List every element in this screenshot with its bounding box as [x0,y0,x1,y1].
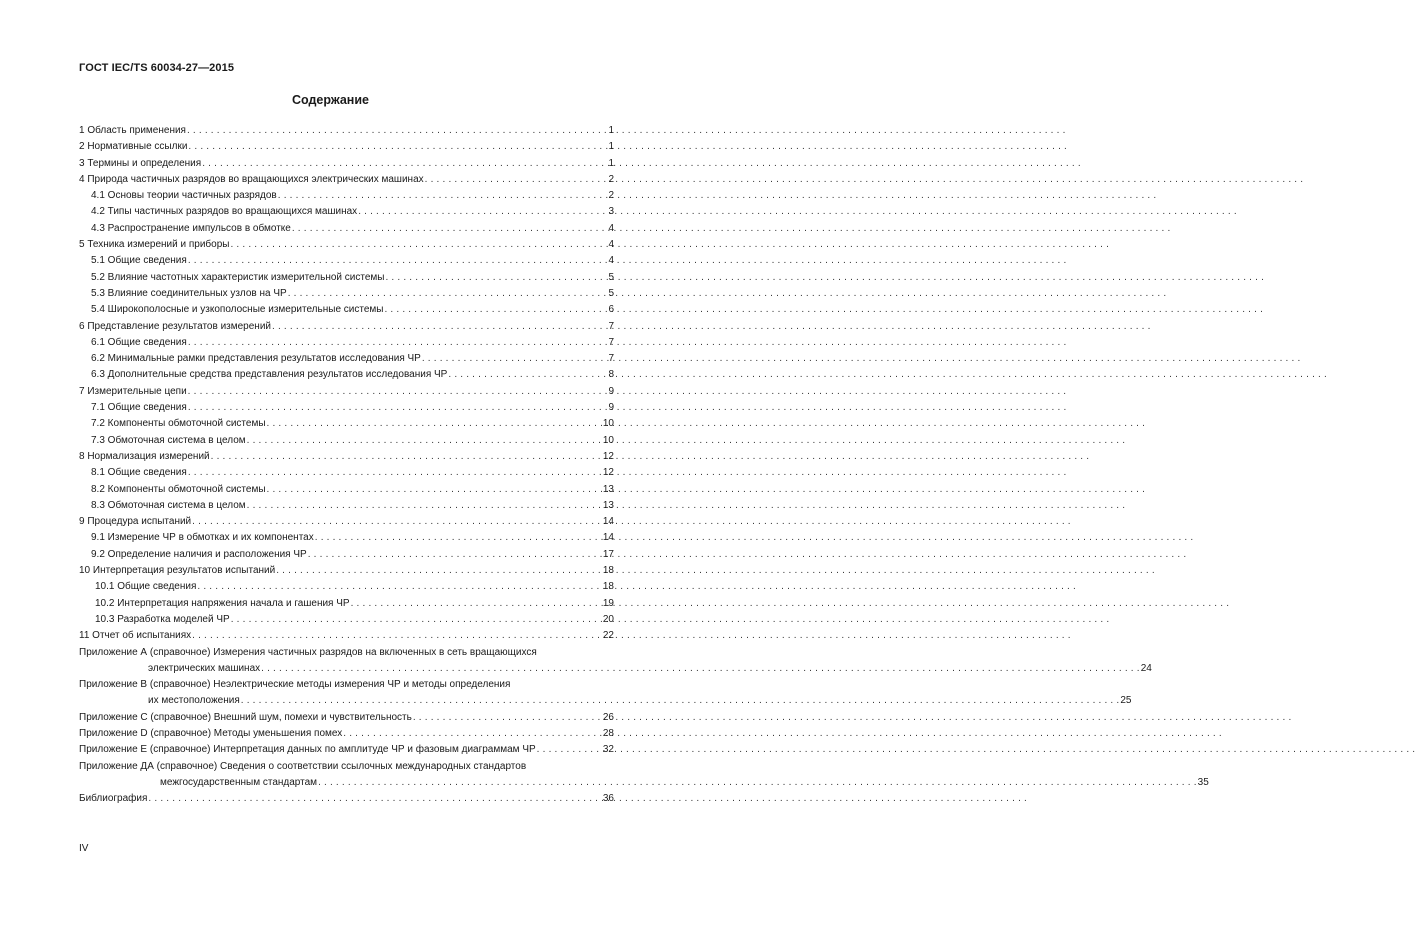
dot-leader [231,612,602,628]
toc-entry[interactable]: 7 Измерительные цепи . . . 9 [79,384,614,400]
toc-entry[interactable]: 5.4 Широкополосные и узкополосные измерительные системы . . . 6 [79,302,614,318]
toc-page-number: 7 [608,336,614,348]
toc-entry[interactable]: 1 Область применения . . . 1 [79,123,614,139]
toc-page-number: 9 [608,402,614,414]
toc-page-number: 10 [602,434,614,446]
dot-leader [188,335,608,351]
dot-leader [384,302,607,318]
toc-page-number: 8 [608,369,614,381]
toc-page-number: 14 [602,516,614,528]
dot-leader [230,237,607,253]
dot-leader [318,775,1197,791]
toc-entry[interactable]: 8.3 Обмоточная система в целом . . . 13 [79,498,614,514]
toc-page-number: 3 [608,206,614,218]
toc-entry[interactable]: 5.2 Влияние частотных характеристик измерительной системы . . . 5 [79,270,614,286]
toc-page-number: 5 [608,271,614,283]
toc-entry[interactable]: 7.3 Обмоточная система в целом . . . 10 [79,433,614,449]
toc-entry-appendix-e[interactable]: Приложение Е (справочное) Интерпретация данных по амплитуде ЧР и фазовым диаграммам ЧР . . . 32 [79,742,614,758]
toc-entry[interactable]: 10.3 Разработка моделей ЧР . . . 20 [79,612,614,628]
toc-entry[interactable]: 11 Отчет об испытаниях . . . 22 [79,628,614,644]
standard-code-header: ГОСТ IEC/TS 60034-27—2015 [79,62,235,74]
dot-leader [267,482,602,498]
dot-leader [211,449,602,465]
dot-leader [315,530,602,546]
dot-leader [188,465,602,481]
toc-page-number: 4 [608,239,614,251]
dot-leader [422,351,608,367]
dot-leader [351,596,602,612]
toc-page-number: 13 [602,499,614,511]
toc-page-number: 25 [1120,695,1132,707]
toc-page-number: 28 [602,727,614,739]
dot-leader [288,286,608,302]
toc-entry[interactable]: 6 Представление результатов измерений . . . 7 [79,319,614,335]
dot-leader [247,498,602,514]
toc-entry[interactable]: 9.1 Измерение ЧР в обмотках и их компонентах . . . 14 [79,530,614,546]
toc-page-number: 24 [1140,662,1152,674]
toc-entry[interactable]: 2 Нормативные ссылки . . . 1 [79,139,614,155]
toc-entry-appendix-b[interactable]: Приложение В (справочное) Неэлектрические методы измерения ЧР и методы определения их местоположения . . . 25 [79,677,614,710]
toc-entry[interactable]: 10.2 Интерпретация напряжения начала и гашения ЧР . . . 19 [79,596,614,612]
toc-page-number: 14 [602,532,614,544]
toc-page-number: 5 [608,287,614,299]
toc-entry[interactable]: 5.3 Влияние соединительных узлов на ЧР . . . 5 [79,286,614,302]
toc-entry[interactable]: 5 Техника измерений и приборы . . . 4 [79,237,614,253]
dot-leader [308,547,602,563]
toc-entry[interactable]: 6.1 Общие сведения . . . 7 [79,335,614,351]
toc-page-number: 12 [602,450,614,462]
dot-leader [537,742,602,758]
toc-page-number: 1 [608,125,614,136]
toc-entry[interactable]: 8.2 Компоненты обмоточной системы . . . 13 [79,482,614,498]
toc-page-number: 4 [608,255,614,267]
dot-leader [448,367,607,383]
toc-entry[interactable]: 4 Природа частичных разрядов во вращающихся электрических машинах . . . 2 [79,172,614,188]
dot-leader [192,514,602,530]
toc-entry[interactable]: 7.2 Компоненты обмоточной системы . . . 10 [79,416,614,432]
toc-page-number: 6 [608,304,614,316]
page-number: IV [79,843,89,854]
dot-leader [358,204,607,220]
toc-entry-appendix-c[interactable]: Приложение С (справочное) Внешний шум, помехи и чувствительность . . . 26 [79,710,614,726]
toc-entry-appendix-d[interactable]: Приложение D (справочное) Методы уменьшения помех . . . 28 [79,726,614,742]
dot-leader [261,661,1140,677]
toc-entry[interactable]: 10 Интерпретация результатов испытаний . . . 18 [79,563,614,579]
toc-entry-appendix-da[interactable]: Приложение ДА (справочное) Сведения о соответствии ссылочных международных стандартов межгосударственным стандартам . . . 35 [79,759,614,792]
dot-leader [241,693,1120,709]
dot-leader [385,270,607,286]
toc-page-number: 2 [608,190,614,202]
toc-entry[interactable]: 8.1 Общие сведения . . . 12 [79,465,614,481]
toc-page-number: 17 [602,548,614,560]
toc-page-number: 19 [602,597,614,609]
dot-leader [148,791,601,807]
toc-page-number: 2 [608,173,614,185]
toc-page-number: 1 [608,141,614,153]
toc-page-number: 26 [602,711,614,723]
toc-entry[interactable]: 6.2 Минимальные рамки представления результатов исследования ЧР . . . 7 [79,351,614,367]
toc-entry[interactable]: 8 Нормализация измерений . . . 12 [79,449,614,465]
toc-page-number: 13 [602,483,614,495]
dot-leader [247,433,602,449]
toc-page-number: 12 [602,467,614,479]
toc-title: Содержание [291,93,369,107]
toc-page-number: 1 [608,157,614,169]
toc-entry[interactable]: 4.3 Распространение импульсов в обмотке . . . 4 [79,221,614,237]
toc-entry[interactable]: 9.2 Определение наличия и расположения ЧР . . . 17 [79,547,614,563]
dot-leader [202,156,607,172]
toc-page-number: 22 [602,630,614,642]
toc-page-number: 36 [602,793,614,805]
toc-entry[interactable]: 9 Процедура испытаний . . . 14 [79,514,614,530]
dot-leader [187,123,607,139]
toc-entry[interactable]: 7.1 Общие сведения . . . 9 [79,400,614,416]
toc-entry[interactable]: 5.1 Общие сведения . . . 4 [79,253,614,269]
toc-entry[interactable]: 6.3 Дополнительные средства представления результатов исследования ЧР . . . 8 [79,367,614,383]
toc-page-number: 18 [602,565,614,577]
toc-entry-appendix-a[interactable]: Приложение А (справочное) Измерения частичных разрядов на включенных в сеть вращающихся электрических машинах . . . 24 [79,645,614,678]
toc-page-number: 18 [602,581,614,593]
toc-page-number: 7 [608,320,614,332]
dot-leader [276,563,602,579]
toc-page-number: 32 [602,744,614,756]
dot-leader [425,172,608,188]
toc-entry[interactable]: 4.2 Типы частичных разрядов во вращающихся машинах . . . 3 [79,204,614,220]
dot-leader [188,253,608,269]
toc-page-number: 7 [608,353,614,365]
dot-leader [267,416,602,432]
table-of-contents [79,123,1209,807]
dot-leader [188,139,607,155]
toc-entry[interactable]: 10.1 Общие сведения . . . 18 [79,579,614,595]
toc-page-number: 10 [602,418,614,430]
toc-entry[interactable]: 3 Термины и определения . . . 1 [79,156,614,172]
dot-leader [188,400,608,416]
toc-page-number: 20 [602,613,614,625]
dot-leader [192,628,602,644]
toc-page-number: 4 [608,222,614,234]
dot-leader [413,710,602,726]
dot-leader [272,319,607,335]
dot-leader [343,726,602,742]
dot-leader [278,188,608,204]
dot-leader [188,384,608,400]
toc-page-number: 9 [608,385,614,397]
dot-leader [197,579,602,595]
dot-leader [292,221,608,237]
toc-entry-bibliography[interactable]: Библиография . . . 36 [79,791,614,807]
toc-page-number: 35 [1197,776,1209,788]
toc-entry[interactable]: 4.1 Основы теории частичных разрядов . . . 2 [79,188,614,204]
